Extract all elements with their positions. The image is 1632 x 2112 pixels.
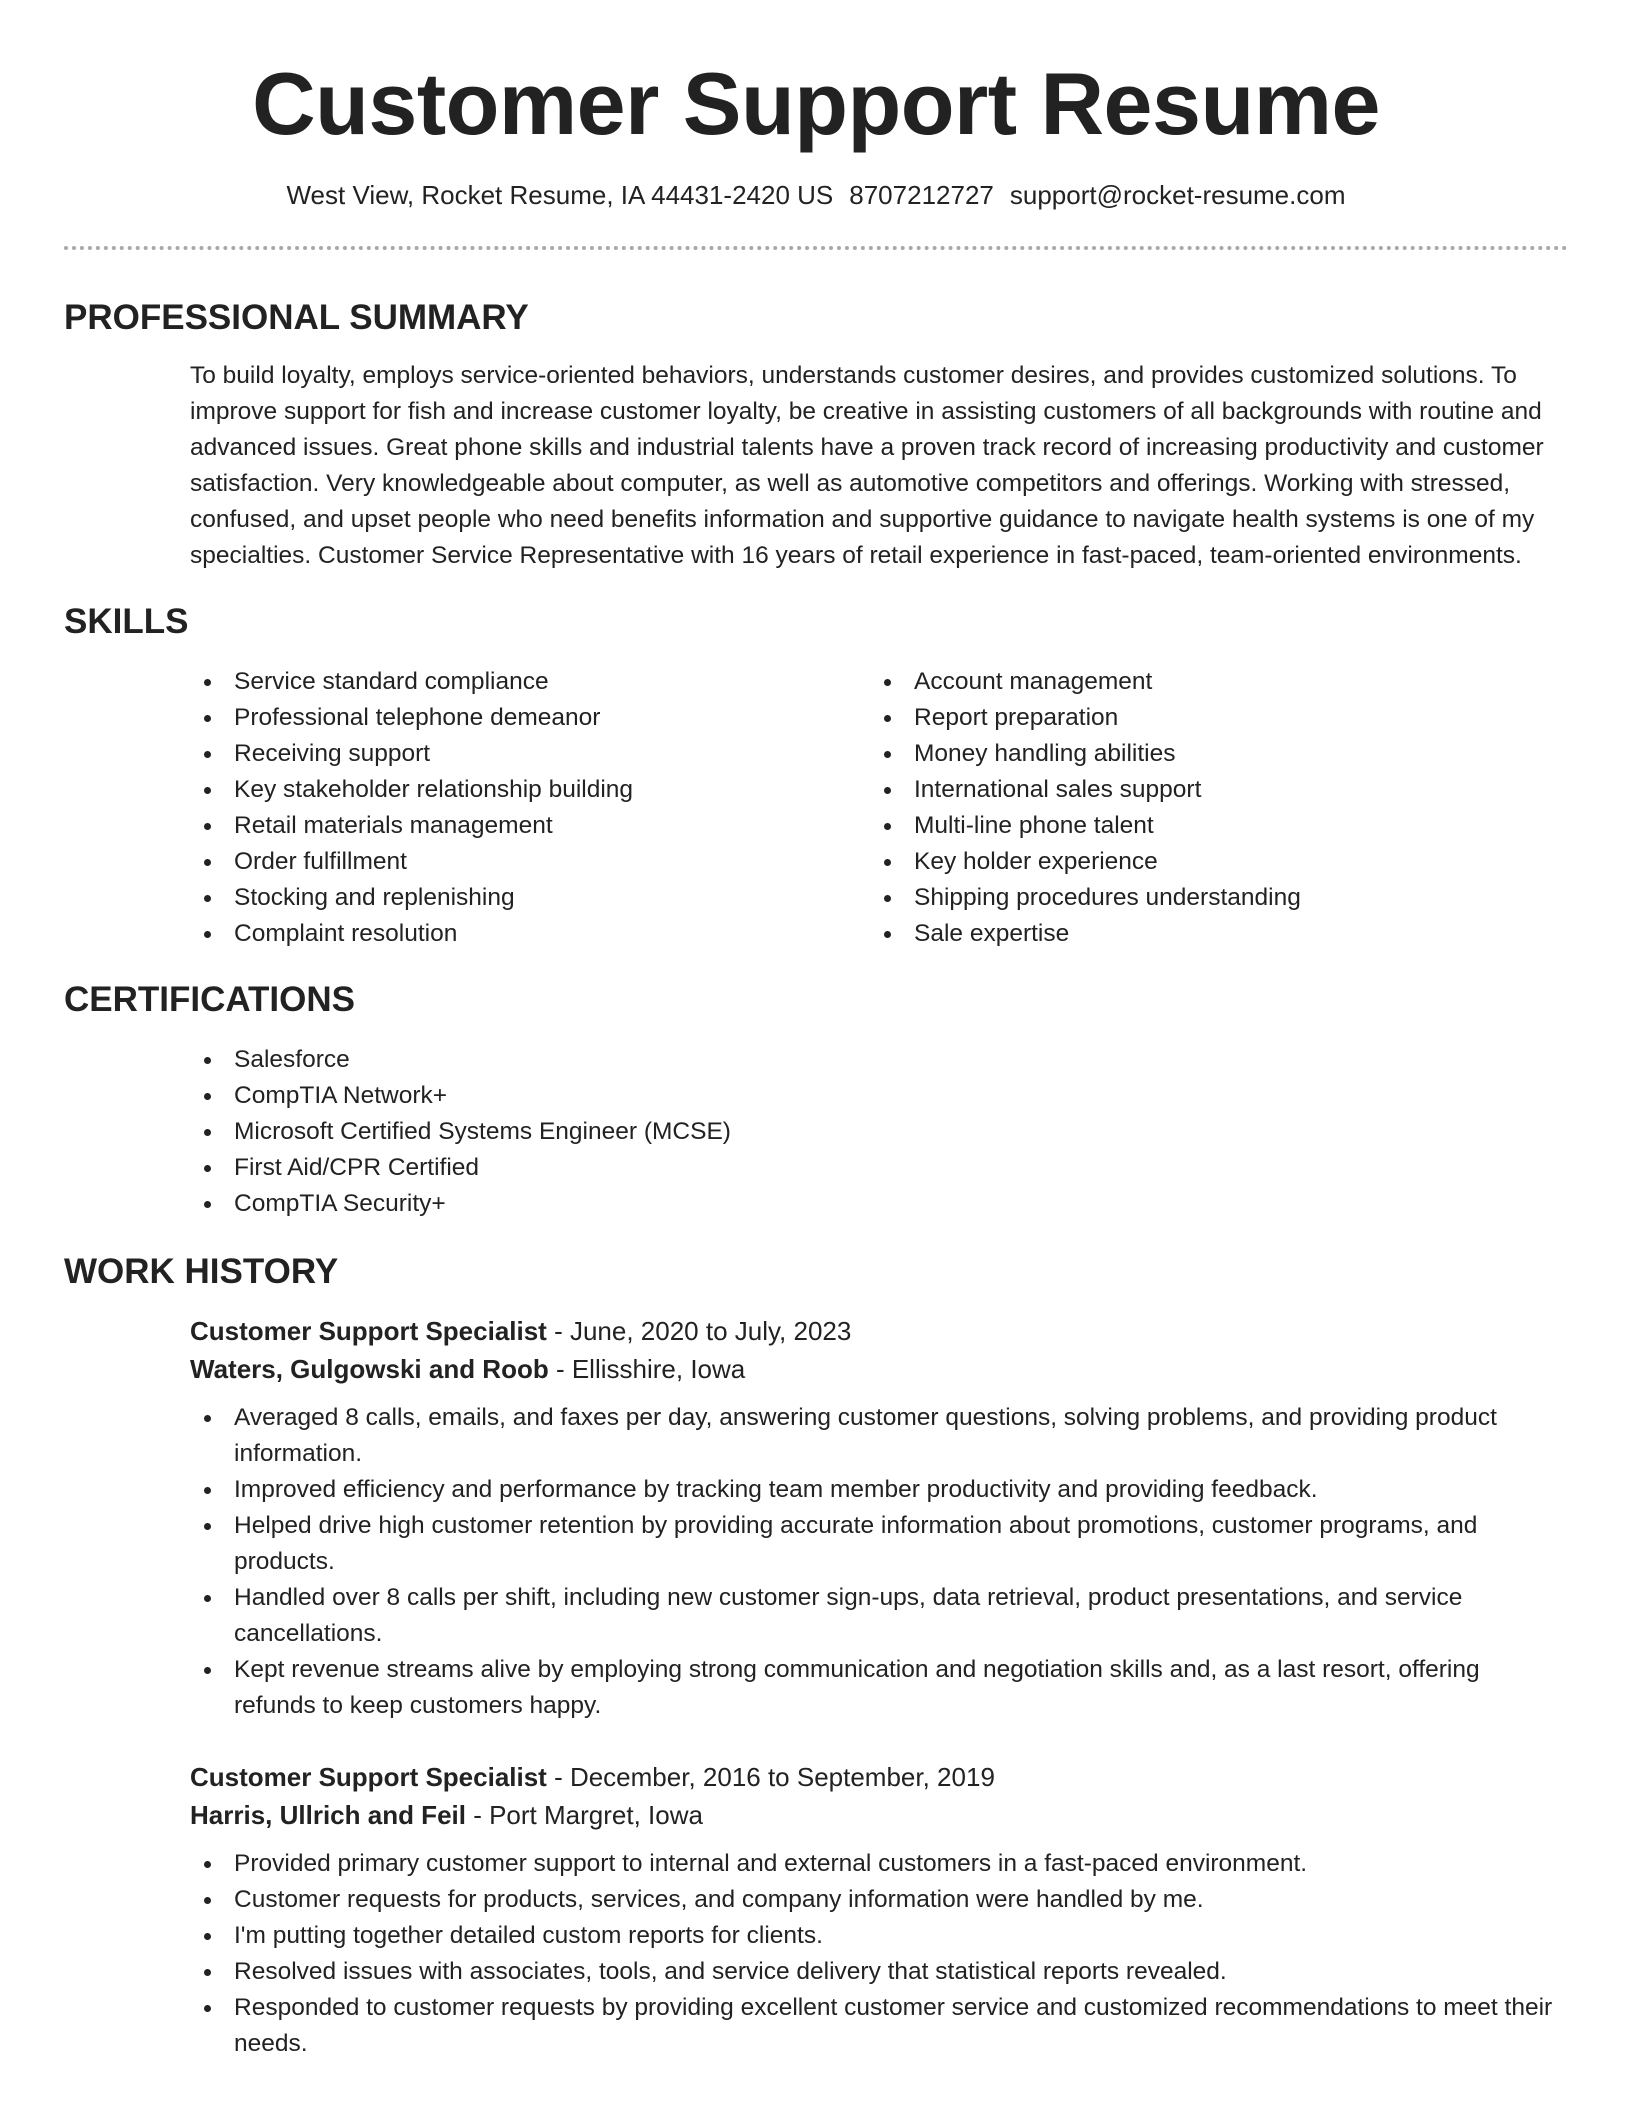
- summary-text: To build loyalty, employs service-oriented behaviors, understands customer desires, and provides customized solutions. To improve support for fish and increase customer loyalty, be creative in assisting customers of all backgrounds with routine and advanced issues. Great phone skills and industrial talents have a proven track record of increasing productivity and customer satisfaction. Very knowledgeable about computer, as well as automotive competitors and offerings. Working with stressed, confused, and upset people who need benefits information and supportive guidance to navigate health systems is one of my specialties. Customer Service Representative with 16 years of retail experience in fast-paced, team-oriented environments.: [190, 362, 1544, 569]
- job-duty-item: Averaged 8 calls, emails, and faxes per day, answering customer questions, solving problems, and providing product information.: [190, 1400, 1568, 1472]
- job-role: Customer Support Specialist: [190, 1316, 547, 1346]
- job-duty-item: Helped drive high customer retention by providing accurate information about promotions, customer programs, and products.: [190, 1508, 1568, 1580]
- header-divider: [64, 246, 1568, 250]
- job-duty-item: I'm putting together detailed custom reports for clients.: [190, 1918, 1568, 1954]
- certification-item: Microsoft Certified Systems Engineer (MCSE): [190, 1114, 1568, 1150]
- job-company-line: [190, 1796, 1568, 1834]
- skill-item: Complaint resolution: [190, 916, 870, 952]
- job-location: - Ellisshire, Iowa: [548, 1354, 746, 1384]
- resume-page: [64, 0, 1568, 2062]
- job-duties-list: [190, 1400, 1568, 1724]
- skill-item: Sale expertise: [870, 916, 1550, 952]
- skill-item: Multi-line phone talent: [870, 808, 1550, 844]
- skill-item: Stocking and replenishing: [190, 880, 870, 916]
- skills-grid: [190, 664, 1568, 952]
- job-duty-item: Customer requests for products, services, and company information were handled by me.: [190, 1882, 1568, 1918]
- job-duty-item: Handled over 8 calls per shift, including new customer sign-ups, data retrieval, product presentations, and service cancellations.: [190, 1580, 1568, 1652]
- skill-item: Receiving support: [190, 736, 870, 772]
- skills-list-left: [190, 664, 870, 952]
- contact-address: West View, Rocket Resume, IA 44431-2420 US: [286, 180, 834, 210]
- job-role-line: [190, 1758, 1568, 1796]
- skill-item: Shipping procedures understanding: [870, 880, 1550, 916]
- job-role: Customer Support Specialist: [190, 1762, 547, 1792]
- job-duty-item: Responded to customer requests by providing excellent customer service and customized recommendations to meet their needs.: [190, 1990, 1568, 2062]
- skill-item: Money handling abilities: [870, 736, 1550, 772]
- job-entry-1: [190, 1312, 1568, 1724]
- job-company-line: [190, 1350, 1568, 1388]
- job-duty-item: Improved efficiency and performance by tracking team member productivity and providing feedback.: [190, 1472, 1568, 1508]
- job-company: Harris, Ullrich and Feil: [190, 1800, 466, 1830]
- contact-phone: 8707212727: [849, 180, 994, 210]
- job-role-line: [190, 1312, 1568, 1350]
- skill-item: Key stakeholder relationship building: [190, 772, 870, 808]
- skill-item: Order fulfillment: [190, 844, 870, 880]
- job-company: Waters, Gulgowski and Roob: [190, 1354, 549, 1384]
- section-title-skills: SKILLS: [64, 602, 189, 641]
- section-title-work-history: WORK HISTORY: [64, 1252, 339, 1291]
- contact-line: [64, 178, 1568, 212]
- certifications-list: [190, 1042, 1568, 1222]
- job-location: - Port Margret, Iowa: [465, 1800, 703, 1830]
- job-duty-item: Kept revenue streams alive by employing strong communication and negotiation skills and, as a last resort, offering refunds to keep customers happy.: [190, 1652, 1568, 1724]
- certification-item: Salesforce: [190, 1042, 1568, 1078]
- job-entry-2: [190, 1758, 1568, 2062]
- job-duties-list: [190, 1846, 1568, 2062]
- resume-title: Customer Support Resume: [252, 54, 1380, 153]
- skills-list-right: [870, 664, 1550, 952]
- skill-item: Service standard compliance: [190, 664, 870, 700]
- job-duty-item: Provided primary customer support to internal and external customers in a fast-paced environment.: [190, 1846, 1568, 1882]
- skill-item: Account management: [870, 664, 1550, 700]
- skill-item: Key holder experience: [870, 844, 1550, 880]
- job-duty-item: Resolved issues with associates, tools, and service delivery that statistical reports revealed.: [190, 1954, 1568, 1990]
- certification-item: First Aid/CPR Certified: [190, 1150, 1568, 1186]
- job-dates: - June, 2020 to July, 2023: [546, 1316, 852, 1346]
- contact-email: support@rocket-resume.com: [1009, 180, 1346, 210]
- skill-item: Report preparation: [870, 700, 1550, 736]
- skill-item: Retail materials management: [190, 808, 870, 844]
- certification-item: CompTIA Network+: [190, 1078, 1568, 1114]
- section-title-certifications: CERTIFICATIONS: [64, 980, 356, 1019]
- skill-item: International sales support: [870, 772, 1550, 808]
- skill-item: Professional telephone demeanor: [190, 700, 870, 736]
- section-title-summary: PROFESSIONAL SUMMARY: [64, 298, 529, 337]
- certification-item: CompTIA Security+: [190, 1186, 1568, 1222]
- job-dates: - December, 2016 to September, 2019: [546, 1762, 995, 1792]
